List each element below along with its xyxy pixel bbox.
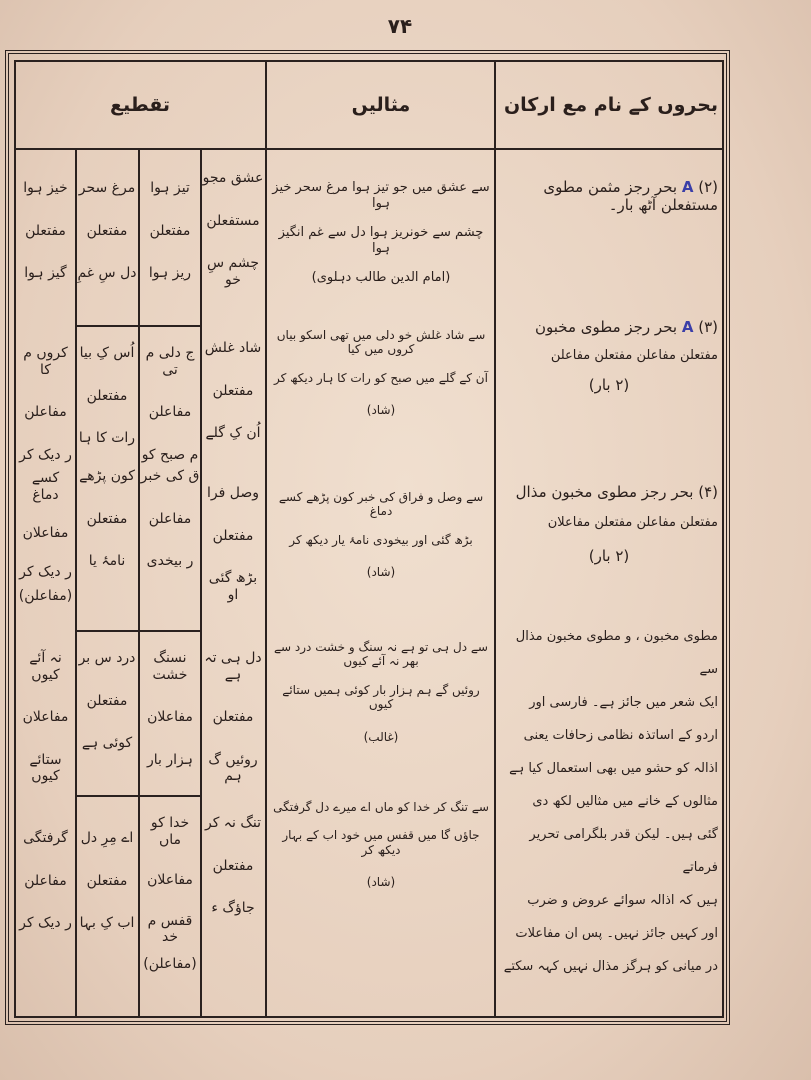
taqti-cell: تنگ نہ کر مفتعلن جاؤگ ء: [204, 815, 262, 917]
taqti-cell: ق کی خبر مفاعلن ر بیخدی: [140, 468, 200, 570]
header-misalen: مثالیں: [351, 94, 411, 116]
column-divider: [265, 62, 267, 1017]
bahr-entry-1: A (۲) بحر رجز مثمن مطوی مستفعلن آٹھ بار۔: [543, 178, 718, 214]
page-number: ۷۴: [387, 14, 413, 38]
misal-entry-4: سے دل ہی تو ہے نہ سنگ و خشت درد سے بھر نہ آئے کیوں روئیں گے ہم ہزار بار کوئی ہمیں ستائے کیوں (غالب): [274, 640, 488, 744]
taqti-cell: گرفتگی مفاعلن ر دیک کر: [19, 830, 72, 932]
margin-mark-A: A: [681, 178, 694, 196]
taqti-cell: نسنگ خشت مفاعلان ہزار بار: [147, 650, 193, 768]
taqti-row-divider: [75, 325, 200, 327]
taqti-cell: دل ہی تہ ہے مفتعلن روئیں گ ہم: [204, 650, 262, 785]
header-taqti: تقطیع: [109, 94, 171, 116]
taqti-cell: اُس کِ بیا مفتعلن رات کا ہا: [78, 345, 136, 447]
taqti-cell: عشق مجو مستفعلن چشم سِ خو: [202, 170, 264, 288]
margin-mark-A: A: [681, 318, 694, 336]
taqti-row-divider: [75, 630, 200, 632]
header-divider: [15, 148, 723, 150]
taqti-cell: تیز ہوا مفتعلن ریز ہوا: [148, 180, 192, 282]
taqti-cell: مرغ سحر مفتعلن دل سِ غمِ: [77, 180, 137, 282]
header-buhur: بحروں کے نام مع ارکان: [503, 94, 719, 116]
column-divider: [494, 62, 496, 1017]
misal-entry-3: سے وصل و فراق کی خبر کون پڑھے کسے دماغ بڑھ گئی اور بیخودی نامۂ یار دیکھ کر (شاد): [278, 490, 484, 580]
taqti-cell: ج دلی م تی مفاعلن م صبح کو: [141, 345, 199, 463]
taqti-cell: درد س بر مفتعلن کوئی ہے: [78, 650, 136, 752]
taqti-cell: کسے دماغ مفاعلان ر دیک کر (مفاعلن): [18, 470, 73, 605]
taqti-row-divider: [75, 795, 200, 797]
taqti-cell: وصل فرا مفتعلن بڑھ گئی او: [206, 485, 259, 603]
bahr-entry-3: (۴) بحر رجز مطوی مخبون مذال مفتعلن مفاعلن مفتعلن مفاعلان (۲ بار): [515, 483, 718, 565]
taqti-cell: شاد غلش مفتعلن اُن کِ گلے: [204, 340, 262, 442]
bahr-note: مطوی مخبون ، و مطوی مخبون مذال سے ایک شعر میں جائز ہے۔ فارسی اور اردو کے اساتذہ نظامی زحافات یعنی اذالہ کو حشو میں بھی استعمال کیا ہے مثالوں کے خانے میں مثالیں لکھ دی گئی ہیں۔ لیکن قدر بلگرامی تحریر فرماتے ہیں کہ اذالہ سوائے عروض و ضرب اور کہیں جائز نہیں۔ پس ان مفاعلات در میانی کو ہرگز مذال نہیں کہہ سکتے: [503, 629, 718, 974]
taqti-cell: نہ آئے کیوں مفاعلان ستائے کیوں: [22, 650, 69, 785]
taqti-cell: خیز ہوا مفتعلن گیز ہوا: [23, 180, 68, 282]
taqti-cell: کون پڑھے مفتعلن نامۂ یا: [79, 468, 135, 570]
misal-entry-5: سے تنگ کر خدا کو ماں اے میرے دل گرفتگی جاؤں گا میں قفس میں خود اب کے بہار دیکھ کر (شاد): [273, 800, 489, 890]
taqti-cell: اے مِرِ دل مفتعلن اب کِ بہا: [79, 830, 135, 932]
taqti-cell: خدا کو ماں مفاعلان قفس م خد (مفاعلن): [143, 815, 197, 972]
misal-entry-1: سے عشق میں جو تیز ہوا مرغ سحر خیز ہوا چشم سے خونریز ہوا دل سے غم انگیز ہوا (امام الدین طالب دہلوی): [272, 180, 490, 286]
bahr-entry-2: A (۳) بحر رجز مطوی مخبون مفتعلن مفاعلن مفتعلن مفاعلن (۲ بار): [535, 318, 718, 394]
misal-entry-2: سے شاد غلش خو دلی میں تھی اسکو بیاں کروں میں کیا آن کے گلے میں صبح کو رات کا ہار دیکھ کر (شاد): [274, 328, 488, 418]
taqti-cell: کروں م کا مفاعلن ر دیک کر: [19, 345, 72, 463]
